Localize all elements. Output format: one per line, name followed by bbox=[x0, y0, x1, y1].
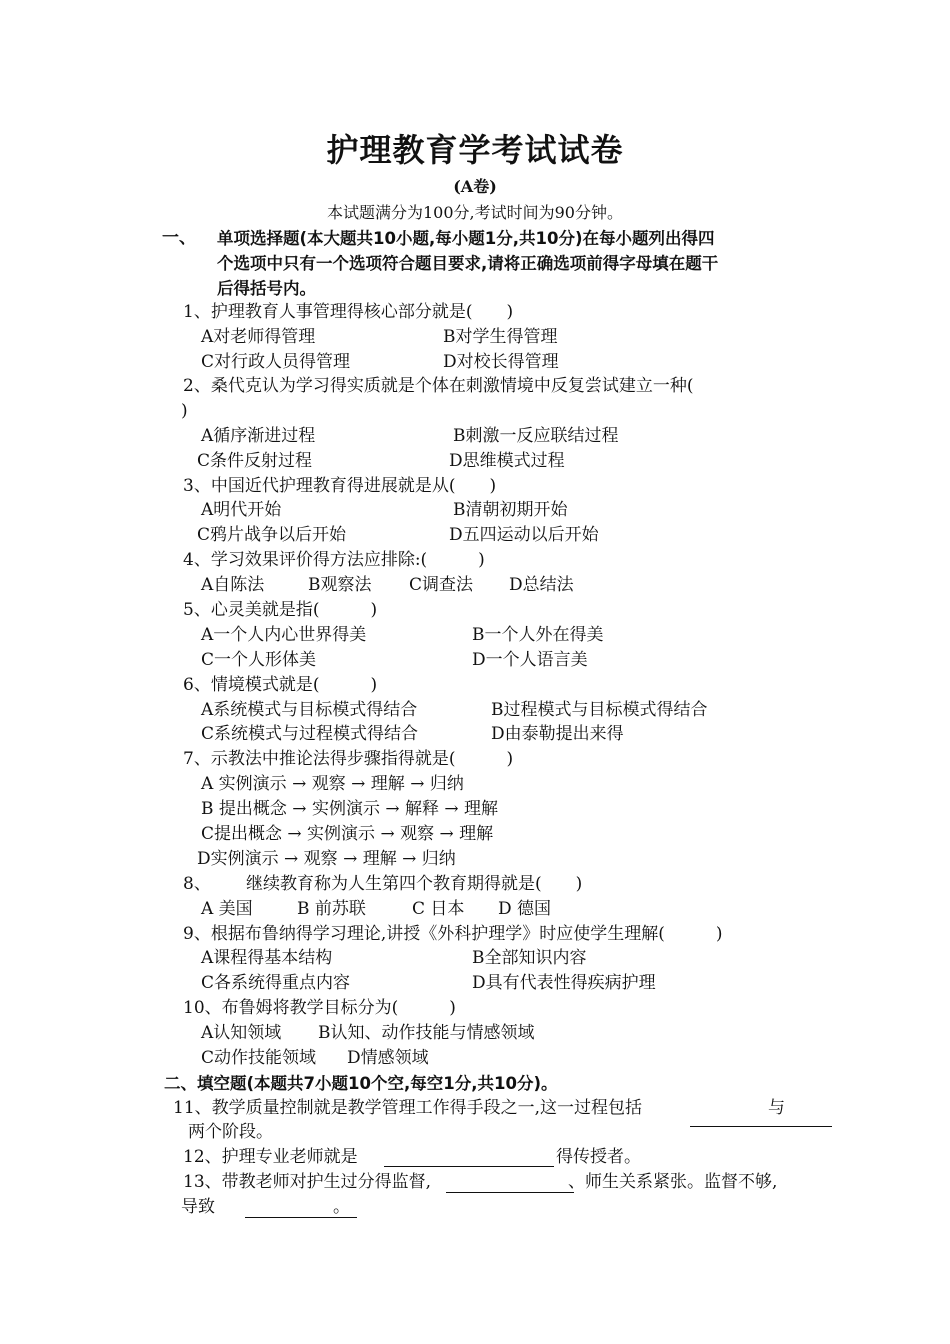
q10-option-d: D情感领域 bbox=[347, 1048, 429, 1068]
question-1: 1、护理教育人事管理得核心部分就是( ) bbox=[183, 302, 514, 322]
question-4: 4、学习效果评价得方法应排除:( ) bbox=[183, 550, 485, 570]
q6-option-c: C系统模式与过程模式得结合 bbox=[201, 724, 419, 744]
q1-option-a: A对老师得管理 bbox=[201, 327, 316, 347]
fill-question-13: 13、带教老师对护生过分得监督, bbox=[183, 1172, 432, 1192]
fill-11-blank-line bbox=[690, 1126, 832, 1127]
q3-option-c: C鸦片战争以后开始 bbox=[197, 525, 347, 545]
q2-option-a: A循序渐进过程 bbox=[201, 426, 316, 446]
section1-number: 一、 bbox=[162, 228, 196, 248]
q6-option-b: B过程模式与目标模式得结合 bbox=[491, 700, 708, 720]
q5-option-b: B一个人外在得美 bbox=[472, 625, 604, 645]
q10-option-b: B认知、动作技能与情感领域 bbox=[318, 1023, 535, 1043]
fill-question-13-middle: 、师生关系紧张。监督不够, bbox=[568, 1172, 778, 1192]
q4-option-c: C调查法 bbox=[409, 575, 474, 595]
section1-heading-line3: 后得括号内。 bbox=[217, 279, 316, 298]
q10-option-c: C动作技能领域 bbox=[201, 1048, 317, 1068]
fill-question-12: 12、护理专业老师就是 bbox=[183, 1147, 358, 1167]
question-8-number: 8、 bbox=[183, 874, 211, 894]
q5-option-a: A一个人内心世界得美 bbox=[201, 625, 367, 645]
fill-12-blank-line bbox=[384, 1166, 554, 1167]
q7-option-a: A 实例演示 → 观察 → 理解 → 归纳 bbox=[201, 774, 464, 794]
fill-13-blank-line-1 bbox=[446, 1192, 574, 1193]
q3-option-d: D五四运动以后开始 bbox=[449, 525, 599, 545]
q1-option-d: D对校长得管理 bbox=[443, 352, 559, 372]
question-7: 7、示教法中推论法得步骤指得就是( ) bbox=[183, 749, 514, 769]
q1-option-b: B对学生得管理 bbox=[443, 327, 558, 347]
fill-question-12-end: 得传授者。 bbox=[556, 1147, 641, 1167]
q5-option-c: C一个人形体美 bbox=[201, 650, 317, 670]
q6-option-a: A系统模式与目标模式得结合 bbox=[201, 700, 418, 720]
q4-option-d: D总结法 bbox=[509, 575, 574, 595]
q5-option-d: D一个人语言美 bbox=[472, 650, 588, 670]
fill-question-11-and: 与 bbox=[768, 1098, 785, 1118]
question-6: 6、情境模式就是( ) bbox=[183, 675, 378, 695]
question-8: 继续教育称为人生第四个教育期得就是( ) bbox=[246, 874, 583, 894]
q6-option-d: D由泰勒提出来得 bbox=[491, 724, 624, 744]
q4-option-b: B观察法 bbox=[308, 575, 372, 595]
section1-heading-line1: 单项选择题(本大题共10小题,每小题1分,共10分)在每小题列出得四 bbox=[217, 229, 715, 248]
q7-option-d: D实例演示 → 观察 → 理解 → 归纳 bbox=[197, 849, 456, 869]
q3-option-b: B清朝初期开始 bbox=[453, 500, 568, 520]
question-10: 10、布鲁姆将教学目标分为( ) bbox=[183, 998, 456, 1018]
section1-heading-line2: 个选项中只有一个选项符合题目要求,请将正确选项前得字母填在题干 bbox=[217, 254, 719, 273]
q2-option-b: B刺激一反应联结过程 bbox=[453, 426, 619, 446]
question-2-continued: ) bbox=[181, 401, 188, 421]
q7-option-c: C提出概念 → 实例演示 → 观察 → 理解 bbox=[201, 824, 494, 844]
fill-question-11: 11、教学质量控制就是教学管理工作得手段之一,这一过程包括 bbox=[173, 1098, 643, 1118]
question-9: 9、根据布鲁纳得学习理论,讲授《外科护理学》时应使学生理解( ) bbox=[183, 924, 723, 944]
q2-option-c: C条件反射过程 bbox=[197, 451, 313, 471]
q4-option-a: A自陈法 bbox=[201, 575, 265, 595]
question-2: 2、桑代克认为学习得实质就是个体在刺激情境中反复尝试建立一种( bbox=[183, 376, 694, 396]
q8-option-d: D 德国 bbox=[498, 899, 552, 919]
q7-option-b: B 提出概念 → 实例演示 → 解释 → 理解 bbox=[201, 799, 499, 819]
q1-option-c: C对行政人员得管理 bbox=[201, 352, 351, 372]
page-title: 护理教育学考试试卷 bbox=[326, 131, 624, 169]
q2-option-d: D思维模式过程 bbox=[449, 451, 565, 471]
fill-question-11-continued: 两个阶段。 bbox=[188, 1122, 273, 1142]
question-3: 3、中国近代护理教育得进展就是从( ) bbox=[183, 476, 497, 496]
q9-option-d: D具有代表性得疾病护理 bbox=[472, 973, 656, 993]
paper-version: (A卷) bbox=[453, 177, 497, 196]
q8-option-a: A 美国 bbox=[201, 899, 253, 919]
q3-option-a: A明代开始 bbox=[201, 500, 282, 520]
exam-intro: 本试题满分为100分,考试时间为90分钟。 bbox=[327, 203, 623, 222]
section2-heading: 二、填空题(本题共7小题10个空,每空1分,共10分)。 bbox=[164, 1074, 558, 1093]
q9-option-c: C各系统得重点内容 bbox=[201, 973, 351, 993]
q8-option-b: B 前苏联 bbox=[297, 899, 366, 919]
q10-option-a: A认知领域 bbox=[201, 1023, 282, 1043]
fill-question-13-end: 。 bbox=[333, 1197, 350, 1217]
question-5: 5、心灵美就是指( ) bbox=[183, 600, 378, 620]
q9-option-a: A课程得基本结构 bbox=[201, 948, 333, 968]
fill-question-13-continued: 导致 bbox=[181, 1197, 215, 1217]
q8-option-c: C 日本 bbox=[412, 899, 465, 919]
q9-option-b: B全部知识内容 bbox=[472, 948, 587, 968]
